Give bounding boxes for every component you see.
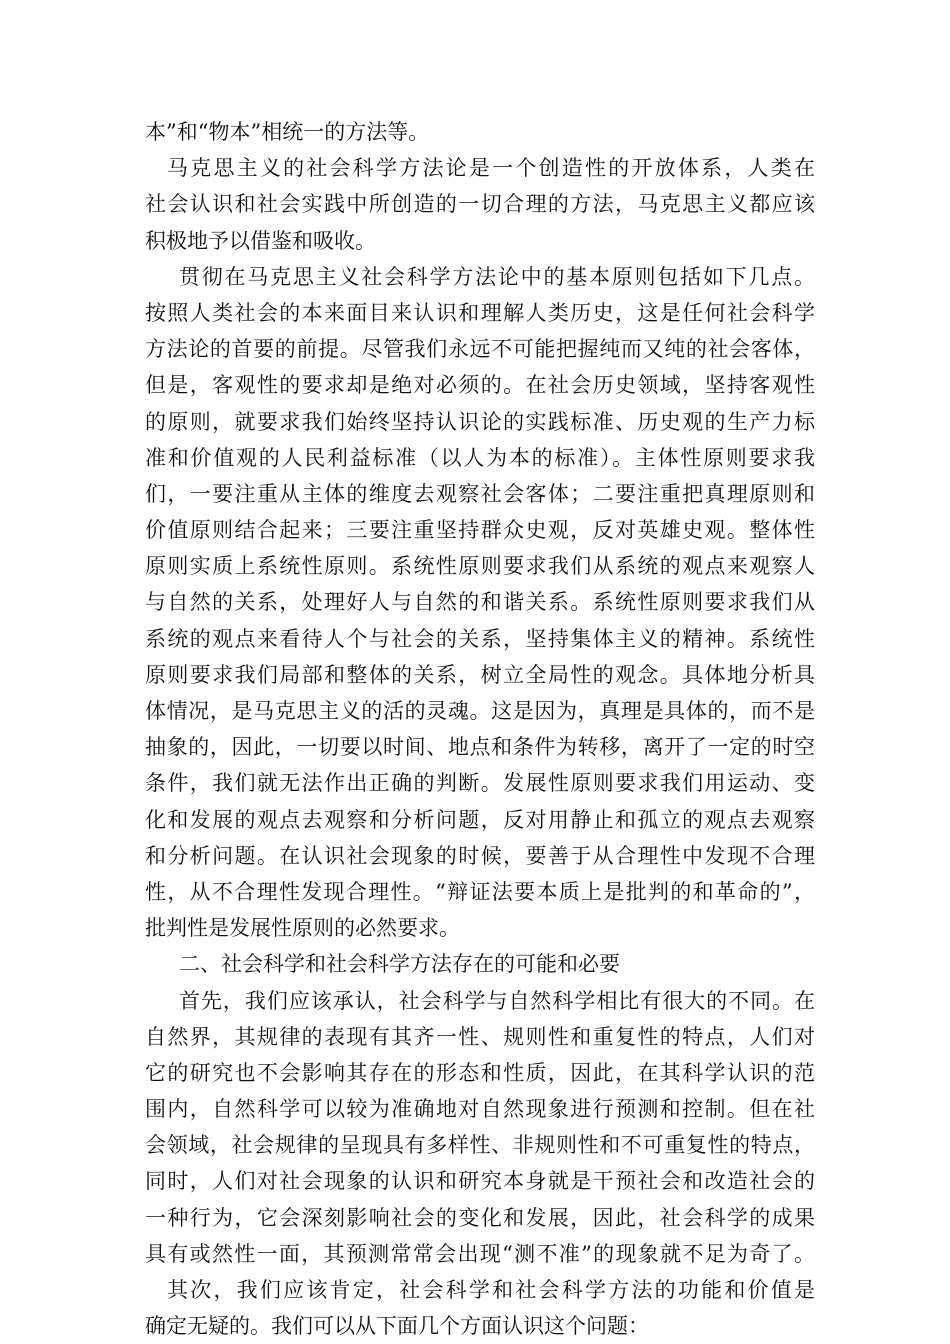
text-line: 条件，我们就无法作出正确的判断。发展性原则要求我们用运动、变 bbox=[145, 771, 815, 796]
text-line: 但是，客观性的要求却是绝对必须的。在社会历史领域，坚持客观性 bbox=[145, 373, 815, 398]
text-line: 具有或然性一面，其预测常常会出现“测不准”的现象就不足为奇了。 bbox=[145, 1241, 815, 1266]
text-line: 会领域，社会规律的呈现具有多样性、非规则性和不可重复性的特点， bbox=[145, 1133, 815, 1158]
text-line: 体情况，是马克思主义的活的灵魂。这是因为，真理是具体的，而不是 bbox=[145, 699, 815, 723]
text-line: 一种行为，它会深刻影响社会的变化和发展，因此，社会科学的成果 bbox=[145, 1205, 815, 1230]
text-line: 原则要求我们局部和整体的关系，树立全局性的观念。具体地分析具 bbox=[145, 662, 815, 687]
text-line: 自然界，其规律的表现有其齐一性、规则性和重复性的特点，人们对 bbox=[145, 1024, 815, 1049]
text-line: 批判性是发展性原则的必然要求。 bbox=[145, 916, 460, 941]
text-line: 抽象的，因此，一切要以时间、地点和条件为转移，离开了一定的时空 bbox=[145, 735, 815, 760]
text-line: 积极地予以借鉴和吸收。 bbox=[145, 228, 376, 253]
body-text bbox=[145, 114, 815, 1344]
text-line: 们，一要注重从主体的维度去观察社会客体；二要注重把真理原则和 bbox=[145, 481, 815, 506]
text-line: 的原则，就要求我们始终坚持认识论的实践标准、历史观的生产力标 bbox=[145, 409, 815, 434]
text-line: 本”和“物本”相统一的方法等。 bbox=[145, 120, 430, 144]
paragraph-start-line: 首先，我们应该承认，社会科学与自然科学相比有很大的不同。在 bbox=[179, 988, 815, 1013]
text-line: 方法论的首要的前提。尽管我们永远不可能把握纯而又纯的社会客体， bbox=[145, 337, 815, 362]
text-line: 价值原则结合起来；三要注重坚持群众史观，反对英雄史观。整体性 bbox=[145, 518, 815, 543]
paragraph-start-line: 其次，我们应该肯定，社会科学和社会科学方法的功能和价值是 bbox=[167, 1278, 815, 1302]
text-line: 围内，自然科学可以较为准确地对自然现象进行预测和控制。但在社 bbox=[145, 1097, 815, 1122]
text-line: 同时，人们对社会现象的认识和研究本身就是干预社会和改造社会的 bbox=[145, 1169, 815, 1194]
text-line: 准和价值观的人民利益标准（以人为本的标准）。主体性原则要求我 bbox=[145, 445, 815, 470]
text-line: 和分析问题。在认识社会现象的时候，要善于从合理性中发现不合理 bbox=[145, 843, 815, 868]
text-line: 与自然的关系，处理好人与自然的和谐关系。系统性原则要求我们从 bbox=[145, 590, 815, 615]
section-heading: 二、社会科学和社会科学方法存在的可能和必要 bbox=[179, 952, 620, 977]
text-line: 化和发展的观点去观察和分析问题，反对用静止和孤立的观点去观察 bbox=[145, 807, 815, 832]
text-line: 它的研究也不会影响其存在的形态和性质，因此，在其科学认识的范 bbox=[145, 1060, 815, 1085]
text-line: 系统的观点来看待人个与社会的关系，坚持集体主义的精神。系统性 bbox=[145, 626, 815, 651]
text-line: 按照人类社会的本来面目来认识和理解人类历史，这是任何社会科学 bbox=[145, 300, 815, 325]
text-line: 社会认识和社会实践中所创造的一切合理的方法，马克思主义都应该 bbox=[145, 192, 815, 217]
text-line: 确定无疑的。我们可以从下面几个方面认识这个问题： bbox=[145, 1314, 649, 1339]
paragraph-start-line: 马克思主义的社会科学方法论是一个创造性的开放体系，人类在 bbox=[167, 156, 815, 181]
text-line: 性，从不合理性发现合理性。“辩证法要本质上是批判的和革命的”， bbox=[145, 879, 815, 904]
text-line: 原则实质上系统性原则。系统性原则要求我们从系统的观点来观察人 bbox=[145, 554, 815, 579]
paragraph-start-line: 贯彻在马克思主义社会科学方法论中的基本原则包括如下几点。 bbox=[179, 264, 815, 289]
